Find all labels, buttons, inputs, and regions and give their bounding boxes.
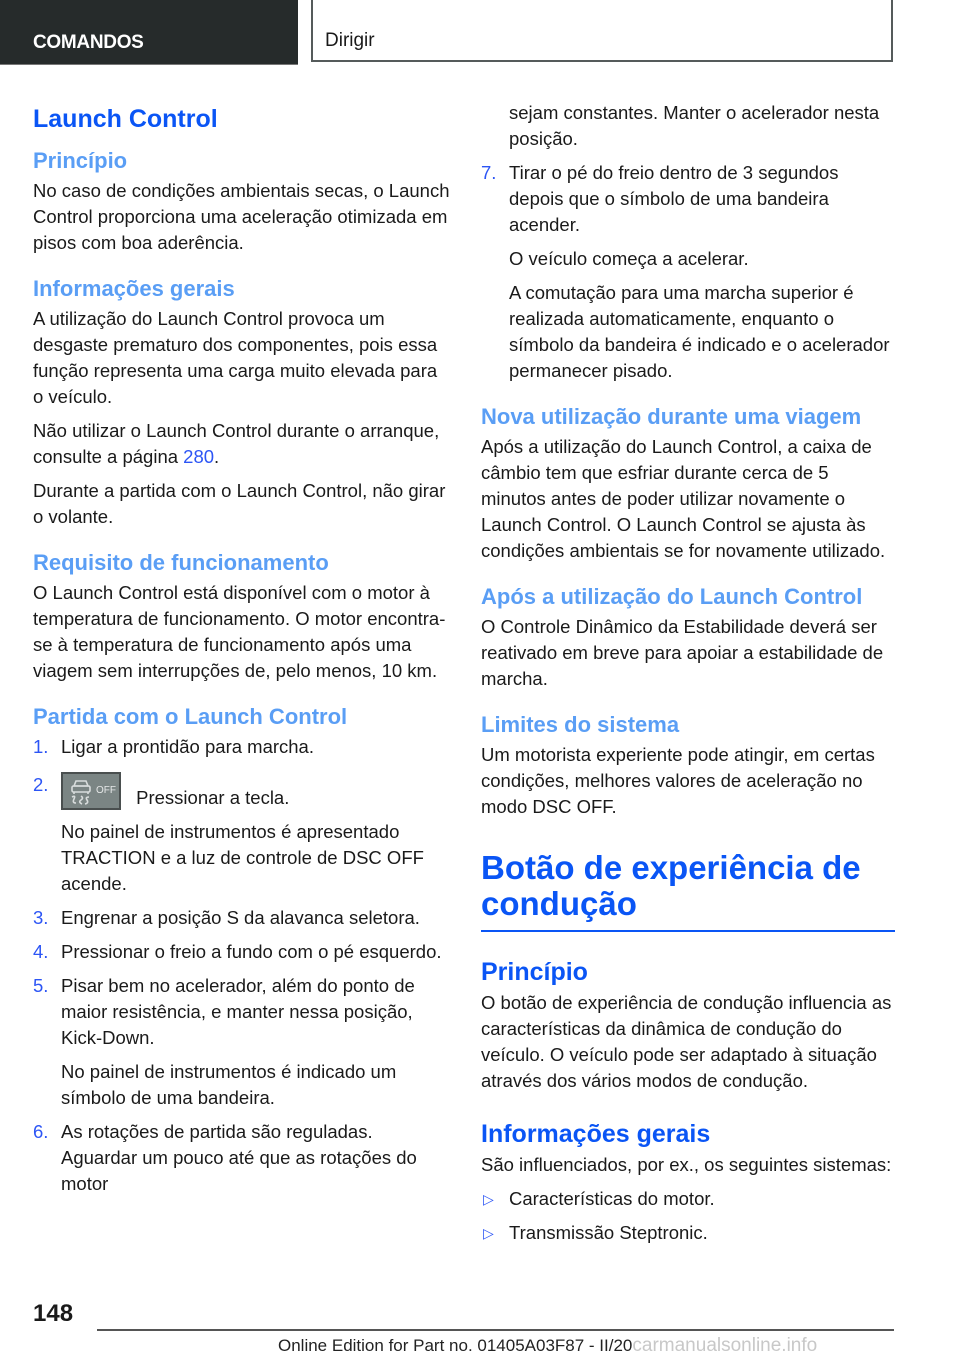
general-info-p3: Durante a partida com o Launch Control, não girar o volante. bbox=[33, 480, 446, 527]
step-7 bbox=[481, 160, 895, 384]
requirement-text: O Launch Control está disponível com o motor à temperatura de funcionamento. O motor encontra-se à temperatura de funcionamento após uma viagem sem interrupções de, pelo menos, 10 km. bbox=[33, 582, 446, 681]
list-item bbox=[481, 1220, 895, 1246]
reuse-heading: Nova utilização durante uma viagem bbox=[481, 404, 862, 429]
step-note: No painel de instrumentos é apresentado TRACTION e a luz de controle de DSC OFF acende. bbox=[61, 821, 424, 894]
principle-text: No caso de condições ambientais secas, o Launch Control proporciona uma aceleração otimizada em pisos com boa aderência. bbox=[33, 180, 450, 253]
start-steps bbox=[33, 734, 451, 1197]
principle-heading: Princípio bbox=[33, 148, 128, 173]
driving-experience-title: Botão de experiência de condução bbox=[481, 850, 895, 932]
limits-heading: Limites do sistema bbox=[481, 712, 680, 737]
reuse-text: Após a utilização do Launch Control, a caixa de câmbio tem que esfriar durante cerca de 5 minutos antes de poder utilizar novamente o Launch Control. O Launch Control se ajusta às condições ambientais se for novamente utilizado. bbox=[481, 436, 886, 561]
systems-list bbox=[481, 1186, 895, 1246]
general-info-p2 bbox=[33, 418, 451, 470]
page-link-280[interactable]: 280 bbox=[183, 446, 215, 467]
section-title: COMANDOS bbox=[33, 32, 144, 53]
p2-text: Não utilizar o Launch Control durante o arranque, consulte a página bbox=[33, 420, 440, 467]
start-heading: Partida com o Launch Control bbox=[33, 704, 348, 729]
driving-principle-text: O botão de experiência de condução influencia as características da dinâmica de condução do veículo. O veículo pode ser adaptado à situação através dos vários modos de condução. bbox=[481, 992, 892, 1091]
step-1 bbox=[33, 734, 451, 760]
chapter-tab bbox=[311, 0, 893, 62]
footer-edition bbox=[278, 1335, 817, 1357]
footer-divider bbox=[97, 1329, 894, 1331]
triangle-bullet-icon: ▷ bbox=[483, 1191, 494, 1207]
driving-general-text: São influenciados, por ex., os seguintes sistemas: bbox=[481, 1154, 892, 1175]
launch-control-title: Launch Control bbox=[33, 105, 218, 133]
page-number: 148 bbox=[33, 1300, 74, 1327]
general-info-heading: Informações gerais bbox=[33, 276, 235, 301]
requirement-heading: Requisito de funcionamento bbox=[33, 550, 329, 575]
step-number: 3. bbox=[33, 907, 49, 928]
step-5 bbox=[33, 973, 451, 1111]
after-use-heading: Após a utilização do Launch Control bbox=[481, 584, 863, 609]
driving-principle-heading: Princípio bbox=[481, 958, 588, 986]
limits-text: Um motorista experiente pode atingir, em certas condições, melhores valores de aceleração no modo DSC OFF. bbox=[481, 744, 875, 817]
step-text: As rotações de partida são reguladas. Aguardar um pouco até que as rotações do motor bbox=[61, 1121, 417, 1194]
step-text: Ligar a prontidão para marcha. bbox=[61, 736, 314, 757]
step-4 bbox=[33, 939, 451, 965]
list-item-text: Características do motor. bbox=[509, 1188, 715, 1209]
step-number: 4. bbox=[33, 941, 49, 962]
step-2 bbox=[33, 772, 451, 897]
step-number: 1. bbox=[33, 736, 49, 757]
general-info-p1: A utilização do Launch Control provoca um desgaste prematuro dos componentes, pois essa função representa uma carga muito elevada para o veículo. bbox=[33, 308, 438, 407]
left-column bbox=[33, 100, 451, 1205]
driving-general-heading: Informações gerais bbox=[481, 1120, 711, 1148]
step-6-continued bbox=[481, 100, 895, 152]
right-column bbox=[481, 100, 895, 1254]
step-number: 2. bbox=[33, 774, 49, 795]
list-item bbox=[481, 1186, 895, 1212]
step-note: No painel de instrumentos é indicado um símbolo de uma bandeira. bbox=[61, 1061, 397, 1108]
step-text: Pressionar a tecla. bbox=[136, 787, 290, 808]
step-note: O veículo começa a acelerar. bbox=[509, 248, 749, 269]
p2-end: . bbox=[214, 446, 220, 467]
step-text: sejam constantes. Manter o acelerador nesta posição. bbox=[509, 102, 880, 149]
step-text: Pressionar o freio a fundo com o pé esquerdo. bbox=[61, 941, 442, 962]
dsc-off-button-icon bbox=[61, 772, 121, 810]
step-text: Tirar o pé do freio dentro de 3 segundos depois que o símbolo de uma bandeira acender. bbox=[509, 162, 839, 235]
svg-text:OFF: OFF bbox=[96, 785, 116, 796]
chapter-title: Dirigir bbox=[325, 30, 375, 51]
edition-text: Online Edition for Part no. 01405A03F87 - II/20 bbox=[278, 1336, 633, 1355]
step-3 bbox=[33, 905, 451, 931]
step-number: 6. bbox=[33, 1121, 49, 1142]
section-tab bbox=[0, 0, 298, 65]
step-number: 5. bbox=[33, 975, 49, 996]
step-6 bbox=[33, 1119, 451, 1197]
continued-steps bbox=[481, 100, 895, 384]
list-item-text: Transmissão Steptronic. bbox=[509, 1222, 708, 1243]
step-note: A comutação para uma marcha superior é realizada automaticamente, enquanto o símbolo da bandeira é indicado e o acelerador permanecer pisado. bbox=[509, 282, 890, 381]
step-text: Pisar bem no acelerador, além do ponto de maior resistência, e manter nessa posição, Kick-Down. bbox=[61, 975, 415, 1048]
step-text: Engrenar a posição S da alavanca seletora. bbox=[61, 907, 420, 928]
triangle-bullet-icon: ▷ bbox=[483, 1225, 494, 1241]
step-number: 7. bbox=[481, 162, 497, 183]
after-use-text: O Controle Dinâmico da Estabilidade deverá ser reativado em breve para apoiar a estabilidade de marcha. bbox=[481, 616, 884, 689]
watermark: carmanualsonline.info bbox=[632, 1335, 818, 1356]
